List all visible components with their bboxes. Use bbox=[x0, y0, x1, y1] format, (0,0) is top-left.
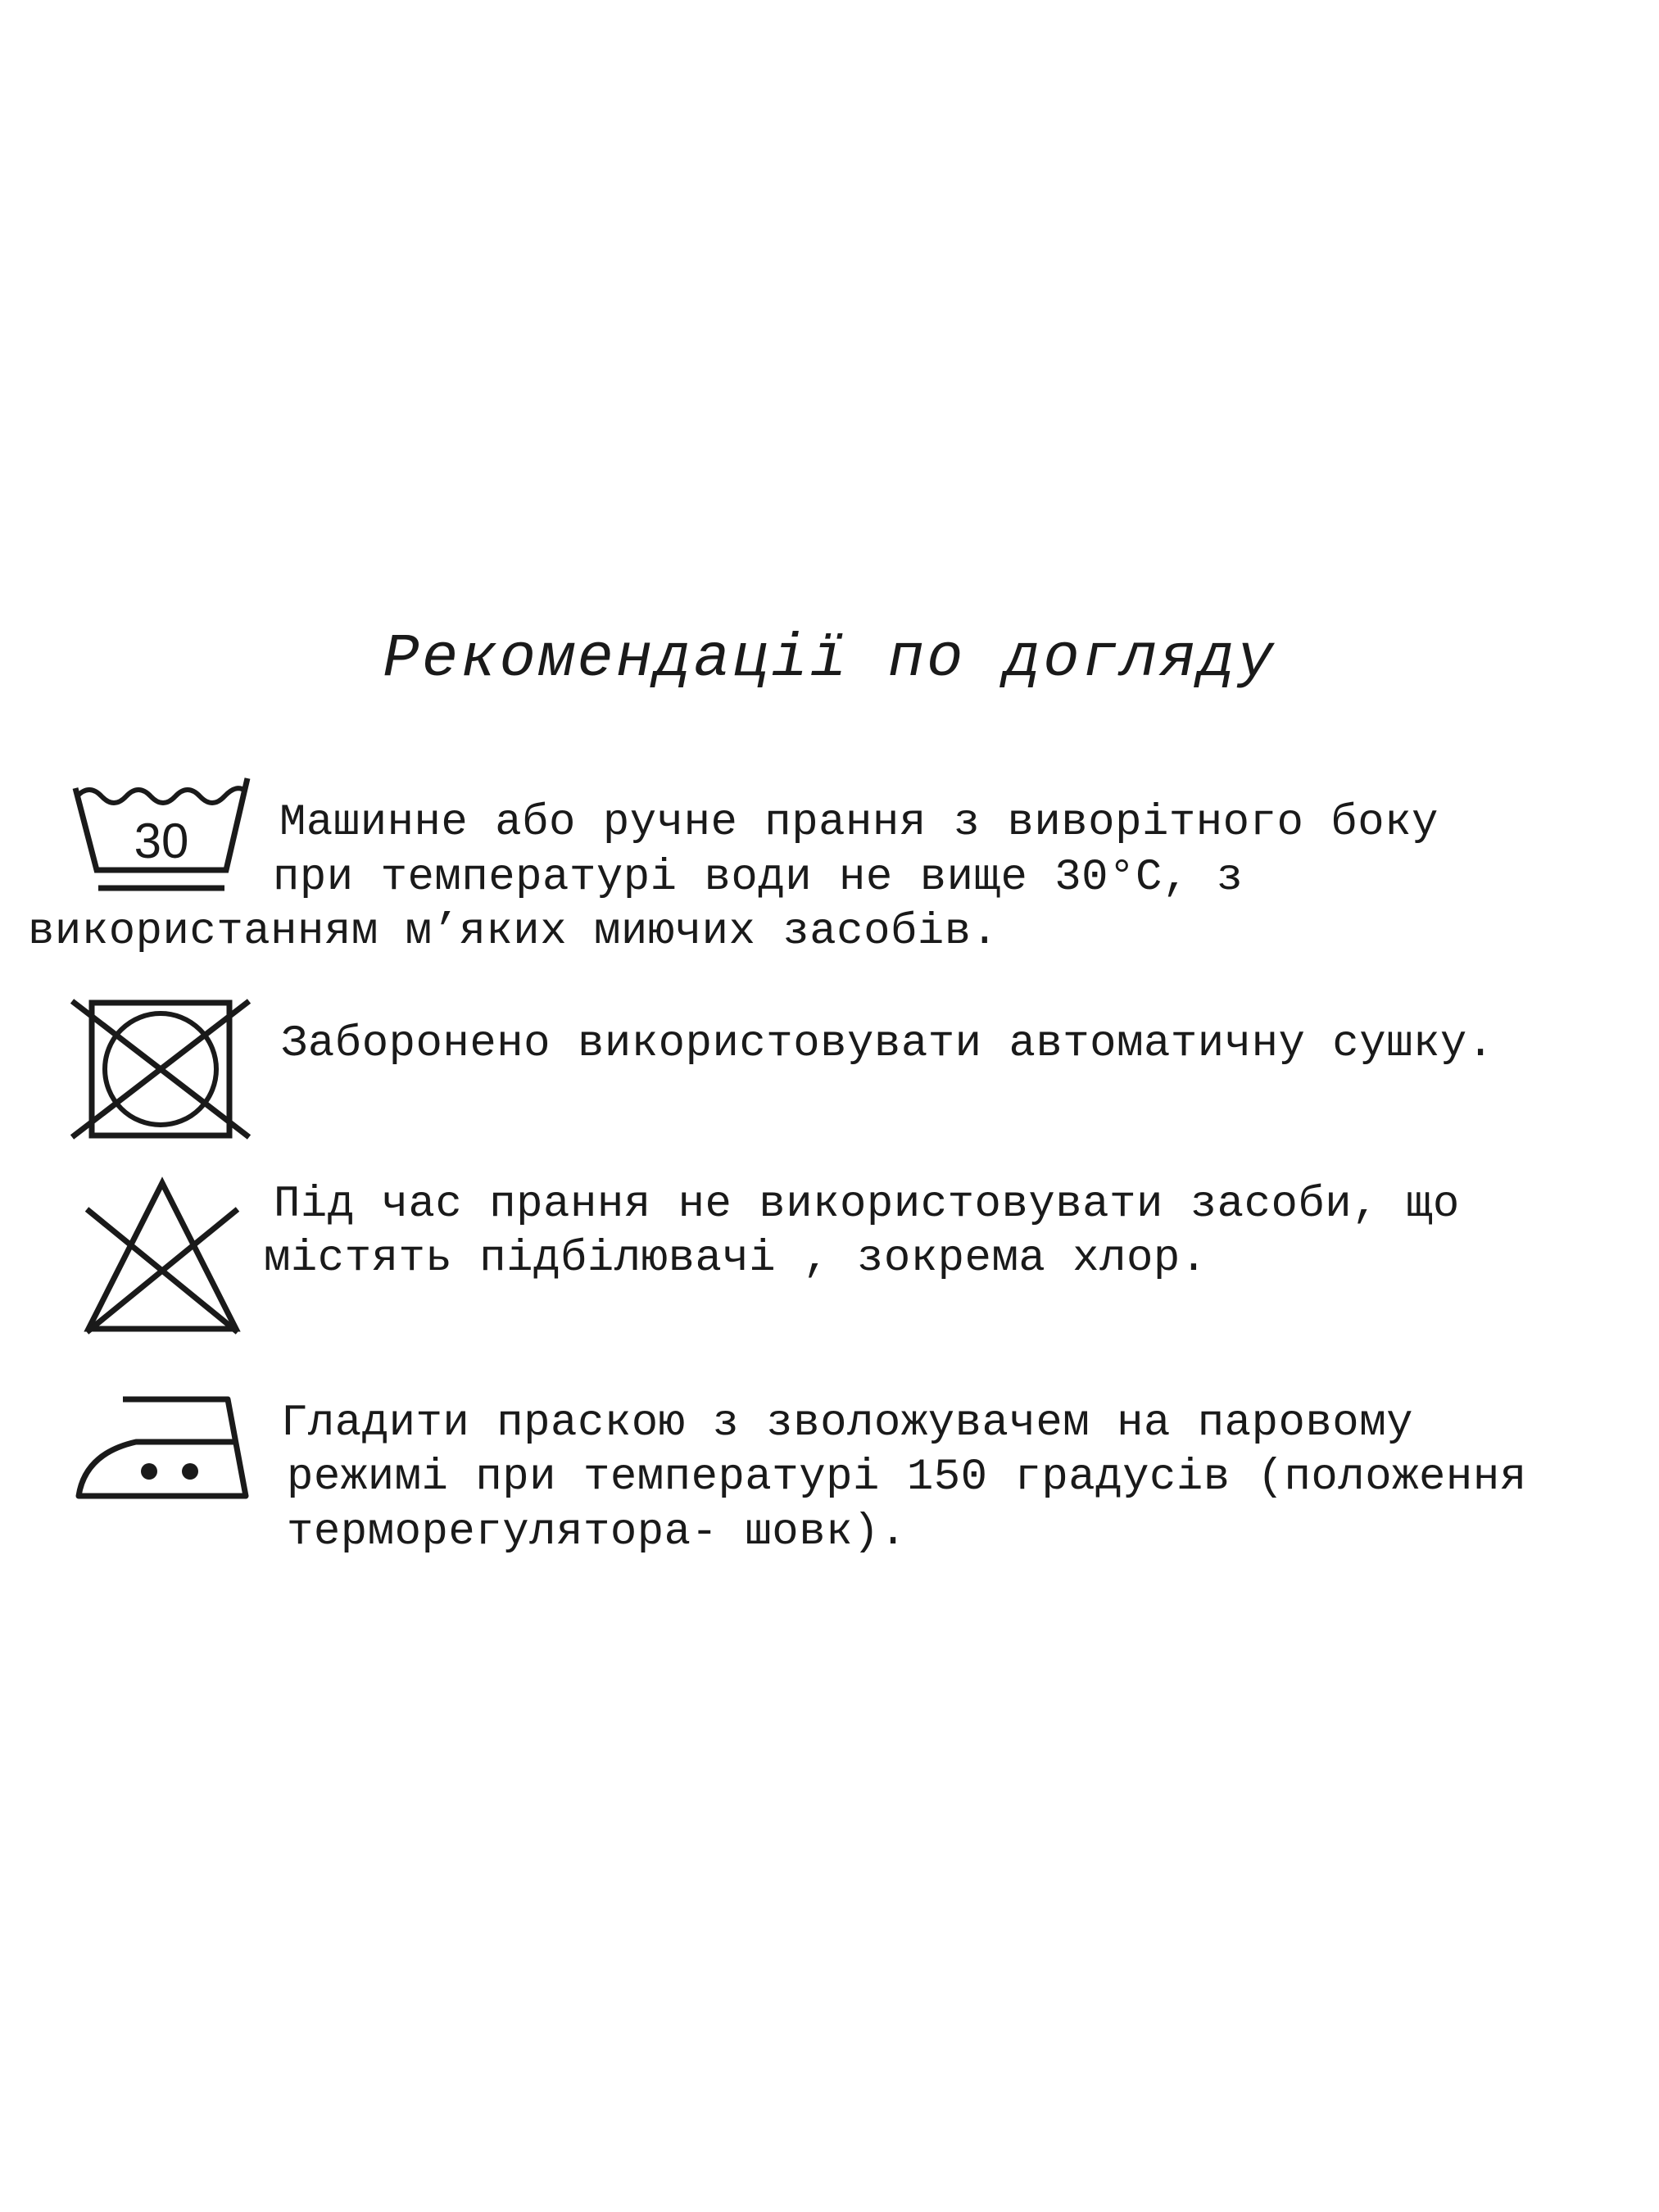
iron-instruction-line-2: режимі при температурі 150 градусів (положення bbox=[287, 1453, 1527, 1503]
wash-30-icon bbox=[69, 773, 254, 896]
bleach-instruction-line-1: Під час прання не використовувати засоби, що bbox=[274, 1180, 1460, 1230]
iron-instruction-line-3: терморегулятора- шовк). bbox=[287, 1507, 907, 1557]
iron-instruction-line-1: Гладити праскою з зволожувачем на паровому bbox=[281, 1398, 1414, 1448]
wash-instruction-line-3: використанням м’яких миючих засобів. bbox=[28, 907, 999, 957]
dry-instruction-line-1: Заборонено використовувати автоматичну сушку. bbox=[281, 1019, 1494, 1069]
wash-instruction-line-2: при температурі води не вище 30°С, з bbox=[273, 853, 1244, 903]
iron-two-dots-icon bbox=[74, 1393, 251, 1504]
no-tumble-dry-icon bbox=[69, 998, 252, 1142]
bleach-instruction-line-2: містять підбілювачі , зокрема хлор. bbox=[264, 1234, 1208, 1284]
wash-instruction-line-1: Машинне або ручне прання з виворітного боку bbox=[279, 798, 1439, 848]
page-title: Рекомендації по догляду bbox=[383, 625, 1276, 694]
wash-temperature-label: 30 bbox=[134, 814, 189, 868]
no-bleach-icon bbox=[80, 1176, 244, 1340]
